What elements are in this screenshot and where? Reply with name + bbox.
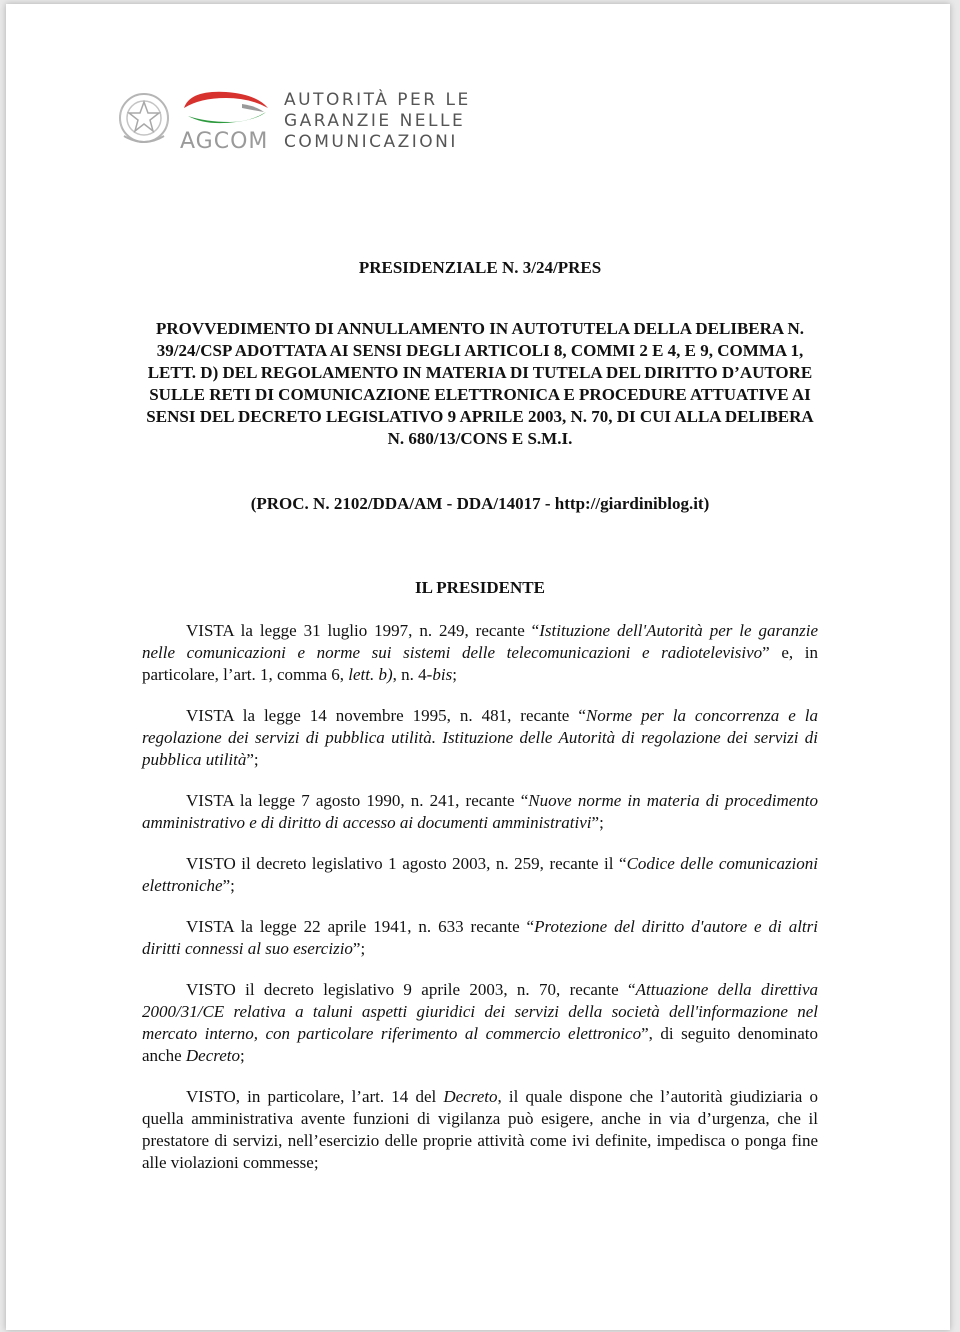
org-line: COMUNICAZIONI (284, 132, 458, 152)
document-body (142, 620, 818, 1193)
text-run: ”; (222, 876, 235, 895)
text-run: ; (452, 665, 457, 684)
italic-text: Nuove norme in materia di procedimento amministrativo e di diritto di accesso ai documenti amministrativi (142, 791, 818, 832)
text-run: VISTA la legge 14 novembre 1995, n. 481, recante “ (186, 706, 586, 725)
paragraph (142, 916, 818, 960)
italic-text: Decreto (443, 1087, 498, 1106)
paragraph (142, 853, 818, 897)
text-run: ; (240, 1046, 245, 1065)
agcom-swoosh-icon (180, 86, 272, 126)
section-heading: IL PRESIDENTE (415, 578, 545, 597)
text-run: , il quale dispone che l’autorità giudiziaria o quella amministrativa avente funzioni di vigilanza può esigere, anche in via d’urgenza, che il prestatore di servizi, nell’esercizio delle proprie attività come ivi definite, impedisca o ponga fine alle violazioni commesse; (142, 1087, 818, 1172)
italic-text: Attuazione della direttiva 2000/31/CE relativa a taluni aspetti giuridici dei servizi della società dell'informazione nel mercato interno, con particolare riferimento al commercio elettronico (142, 980, 818, 1043)
text-run: VISTA la legge 31 luglio 1997, n. 249, recante “ (186, 621, 540, 640)
text-run: VISTA la legge 7 agosto 1990, n. 241, recante “ (186, 791, 529, 810)
italic-text: Istituzione dell'Autorità per le garanzie nelle comunicazioni e norme sui sistemi delle telecomunicazioni e radiotelevisivo (142, 621, 818, 662)
paragraph (142, 790, 818, 834)
text-run: ” e, in particolare, l’art. 1, comma 6, (142, 643, 818, 684)
text-run: VISTO il decreto legislativo 9 aprile 2003, n. 70, recante “ (186, 980, 636, 999)
agcom-logo (116, 86, 496, 156)
italic-text: lett. b) (348, 665, 393, 684)
text-run: ”; (352, 939, 366, 958)
document-number: PRESIDENZIALE N. 3/24/PRES (358, 258, 602, 277)
italic-text: Protezione del diritto d'autore e di altri diritti connessi al suo esercizio (142, 917, 818, 958)
agcom-wordmark: AGCOM (180, 129, 269, 154)
italic-text: bis (432, 665, 453, 684)
organization-name (284, 90, 471, 153)
document-title: PROVVEDIMENTO DI ANNULLAMENTO IN AUTOTUTELA DELLA DELIBERA N. 39/24/CSP ADOTTATA AI SENSI DEGLI ARTICOLI 8, COMMI 2 E 4, E 9, COMMA 1, LETT. D) DEL REGOLAMENTO IN MATERIA DI TUTELA DEL DIRITTO D’AUTORE SULLE RETI DI COMUNICAZIONE ELETTRONICA E PROCEDURE ATTUATIVE AI SENSI DEL DECRETO LEGISLATIVO 9 APRILE 2003, N. 70, DI CUI ALLA DELIBERA N. 680/13/CONS E S.M.I. (146, 319, 814, 448)
text-run: VISTA la legge 22 aprile 1941, n. 633 recante “ (186, 917, 535, 936)
paragraph (142, 1086, 818, 1174)
italic-text: Decreto (185, 1046, 241, 1065)
text-run: ”; (591, 813, 604, 832)
republic-emblem-icon (116, 88, 172, 150)
org-line: GARANZIE NELLE (284, 111, 466, 131)
text-run: ”; (246, 750, 259, 769)
paragraph (142, 979, 818, 1067)
text-run: , n. 4- (392, 665, 433, 684)
italic-text: Norme per la concorrenza e la regolazione dei servizi di pubblica utilità. Istituzione delle Autorità di regolazione dei servizi di pubblica utilità (142, 706, 818, 769)
text-run: VISTO, in particolare, l’art. 14 del (186, 1087, 444, 1106)
paragraph (142, 620, 818, 686)
procedure-reference: (PROC. N. 2102/DDA/AM - DDA/14017 - http://giardiniblog.it) (250, 494, 710, 513)
org-line: AUTORITÀ PER LE (284, 90, 471, 110)
text-run: ”, di seguito denominato anche (142, 1024, 819, 1065)
italic-text: Codice delle comunicazioni elettroniche (142, 854, 819, 895)
text-run: VISTO il decreto legislativo 1 agosto 2003, n. 259, recante il “ (186, 854, 627, 873)
paragraph (142, 705, 818, 771)
